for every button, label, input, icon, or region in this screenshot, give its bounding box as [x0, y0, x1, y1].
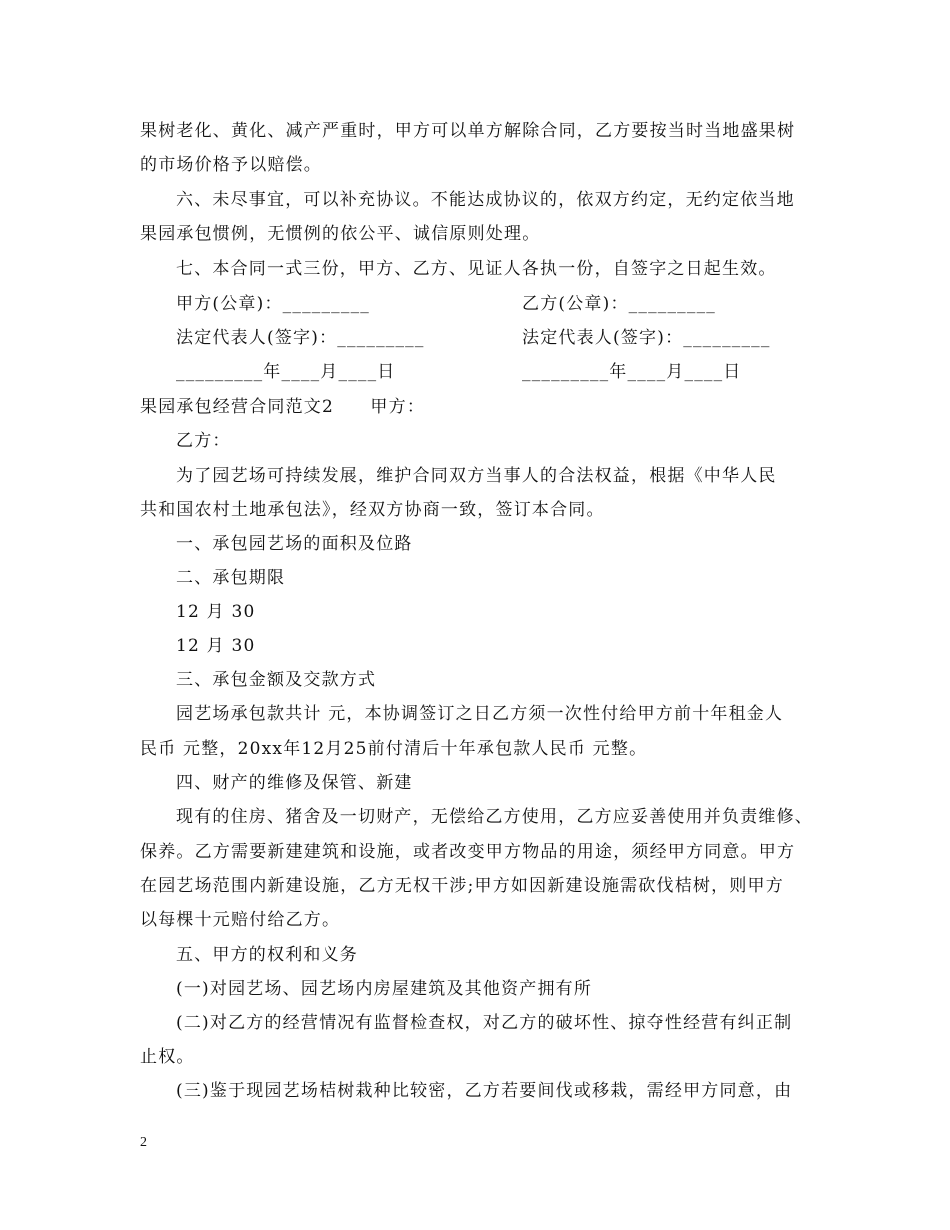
paragraph-line: 12 月 30: [176, 602, 256, 622]
paragraph-line: 六、未尽事宜，可以补充协议。不能达成协议的，依双方约定，无约定依当地: [176, 190, 795, 210]
page-number: 2: [140, 1135, 147, 1150]
party-b-seal-field: 乙方(公章)：_________: [522, 294, 716, 314]
paragraph-line: (二)对乙方的经营情况有监督检查权，对乙方的破坏性、掠夺性经营有纠正制: [176, 1013, 793, 1033]
clause-heading: 三、承包金额及交款方式: [176, 670, 377, 690]
paragraph-line: (一)对园艺场、园艺场内房屋建筑及其他资产拥有所: [176, 979, 593, 999]
clause-heading: 五、甲方的权利和义务: [176, 945, 358, 965]
paragraph-line: 为了园艺场可持续发展，维护合同双方当事人的合法权益，根据《中华人民: [176, 466, 777, 486]
clause-heading: 一、承包园艺场的面积及位路: [176, 534, 413, 554]
paragraph-line: 果树老化、黄化、减产严重时，甲方可以单方解除合同，乙方要按当时当地盛果树: [140, 121, 796, 141]
party-a-seal-field: 甲方(公章)：_________: [176, 294, 370, 314]
party-a-date-field: _________年____月____日: [176, 362, 396, 382]
paragraph-line: 以每棵十元赔付给乙方。: [140, 910, 341, 930]
paragraph-line: 现有的住房、猪舍及一切财产，无偿给乙方使用，乙方应妥善使用并负责维修、: [176, 807, 813, 827]
paragraph-line: 的市场价格予以赔偿。: [140, 155, 322, 175]
paragraph-line: 保养。乙方需要新建建筑和设施，或者改变甲方物品的用途，须经甲方同意。甲方: [140, 842, 796, 862]
party-a-representative-field: 法定代表人(签字)：_________: [176, 328, 425, 348]
clause-heading: 四、财产的维修及保管、新建: [176, 773, 413, 793]
paragraph-line: (三)鉴于现园艺场桔树栽种比较密，乙方若要间伐或移栽，需经甲方同意，由: [176, 1081, 793, 1101]
section-title: 果园承包经营合同范文2 甲方：: [140, 397, 426, 417]
paragraph-line: 乙方：: [176, 431, 231, 451]
paragraph-line: 止权。: [140, 1047, 195, 1067]
clause-heading: 二、承包期限: [176, 568, 286, 588]
paragraph-line: 共和国农村土地承包法》，经双方协商一致，签订本合同。: [140, 500, 605, 520]
paragraph-line: 在园艺场范围内新建设施，乙方无权干涉;甲方如因新建设施需砍伐桔树，则甲方: [140, 876, 784, 896]
paragraph-line: 果园承包惯例，无惯例的依公平、诚信原则处理。: [140, 224, 541, 244]
paragraph-line: 园艺场承包款共计 元，本协调签订之日乙方须一次性付给甲方前十年租金人: [176, 704, 784, 724]
party-b-date-field: _________年____月____日: [522, 362, 742, 382]
paragraph-line: 七、本合同一式三份，甲方、乙方、见证人各执一份，自签字之日起生效。: [176, 259, 777, 279]
paragraph-line: 12 月 30: [176, 636, 256, 656]
party-b-representative-field: 法定代表人(签字)：_________: [522, 328, 771, 348]
paragraph-line: 民币 元整，20xx年12月25前付清后十年承包款人民币 元整。: [140, 739, 648, 759]
